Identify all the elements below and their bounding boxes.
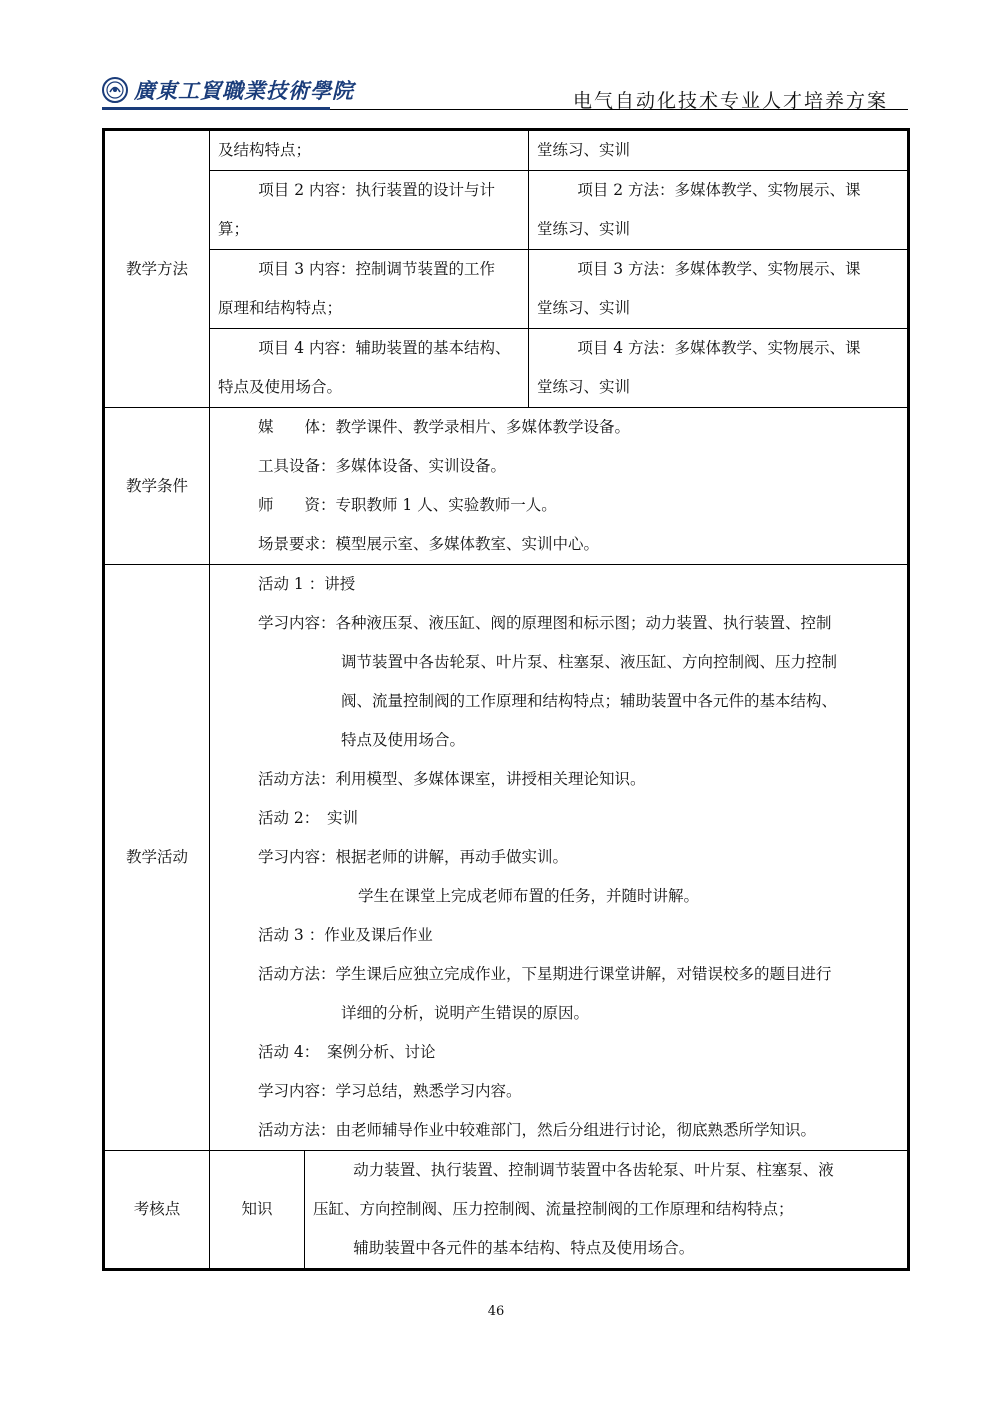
methods-method-line: 项目 3 方法：多媒体教学、实物展示、课 <box>577 260 861 278</box>
methods-content-line: 算； <box>218 220 250 238</box>
methods-content-line: 原理和结构特点； <box>218 299 343 317</box>
methods-method-line: 堂练习、实训 <box>537 220 631 238</box>
document-title: 电气自动化技术专业人才培养方案 <box>572 90 888 112</box>
methods-row-3 <box>104 250 909 329</box>
assessment-line: 动力装置、执行装置、控制调节装置中各齿轮泵、叶片泵、柱塞泵、液 <box>353 1161 834 1179</box>
methods-content-line: 项目 4 内容：辅助装置的基本结构、 <box>258 339 511 357</box>
activity-1-content: 学习内容：各种液压泵、液压缸、阀的原理图和标示图；动力装置、执行装置、控制 <box>258 614 832 632</box>
methods-content-cell <box>210 130 529 171</box>
methods-content-cell <box>210 250 529 329</box>
activity-1-method: 活动方法：利用模型、多媒体课室，讲授相关理论知识。 <box>258 770 646 788</box>
activity-4-content: 学习内容：学习总结，熟悉学习内容。 <box>258 1082 522 1100</box>
activity-3-method-cont: 详细的分析，说明产生错误的原因。 <box>341 1004 590 1022</box>
methods-method-cell <box>529 250 909 329</box>
methods-label: 教学方法 <box>104 130 210 408</box>
activities-row <box>104 565 909 1151</box>
activities-cell <box>210 565 909 1151</box>
methods-method-line: 堂练习、实训 <box>537 141 631 159</box>
methods-row-4 <box>104 329 909 408</box>
methods-method-line: 项目 2 方法：多媒体教学、实物展示、课 <box>577 181 861 199</box>
condition-line: 媒 体：教学课件、教学录相片、多媒体教学设备。 <box>258 418 631 436</box>
condition-line: 工具设备：多媒体设备、实训设备。 <box>258 457 507 475</box>
school-logo <box>102 74 354 106</box>
activity-1-content-cont: 阀、流量控制阀的工作原理和结构特点；辅助装置中各元件的基本结构、 <box>341 692 838 710</box>
conditions-row <box>104 408 909 565</box>
activity-2-content-cont: 学生在课堂上完成老师布置的任务，并随时讲解。 <box>358 887 700 905</box>
activity-2-content: 学习内容：根据老师的讲解，再动手做实训。 <box>258 848 569 866</box>
methods-method-line: 项目 4 方法：多媒体教学、实物展示、课 <box>577 339 861 357</box>
methods-content-line: 特点及使用场合。 <box>218 378 343 396</box>
header-accent-rule <box>102 107 330 110</box>
conditions-cell <box>210 408 909 565</box>
assessment-row <box>104 1151 909 1270</box>
assessment-sub-label: 知识 <box>210 1151 305 1270</box>
methods-method-cell <box>529 171 909 250</box>
methods-content-line: 及结构特点； <box>218 141 312 159</box>
conditions-label: 教学条件 <box>104 408 210 565</box>
condition-line: 场景要求：模型展示室、多媒体教室、实训中心。 <box>258 535 600 553</box>
assessment-cell <box>305 1151 909 1270</box>
header-rule <box>330 109 908 110</box>
page-number: 46 <box>487 1304 505 1319</box>
school-name: 廣東工貿職業技術學院 <box>134 78 354 103</box>
assessment-label: 考核点 <box>104 1151 210 1270</box>
activity-1-content-cont: 特点及使用场合。 <box>341 731 466 749</box>
methods-method-line: 堂练习、实训 <box>537 378 631 396</box>
methods-method-line: 堂练习、实训 <box>537 299 631 317</box>
curriculum-table <box>102 128 910 1271</box>
methods-row-1 <box>104 130 909 171</box>
methods-content-line: 项目 2 内容：执行装置的设计与计 <box>258 181 496 199</box>
activity-3-method: 活动方法：学生课后应独立完成作业，下星期进行课堂讲解，对错误校多的题目进行 <box>258 965 832 983</box>
activity-4-title: 活动 4： 案例分析、讨论 <box>258 1043 436 1061</box>
methods-content-cell <box>210 171 529 250</box>
methods-content-line: 项目 3 内容：控制调节装置的工作 <box>258 260 496 278</box>
activity-1-title: 活动 1 ：讲授 <box>258 575 356 593</box>
activity-4-method: 活动方法：由老师辅导作业中较难部门，然后分组进行讨论，彻底熟悉所学知识。 <box>258 1121 817 1139</box>
page-header <box>102 72 908 110</box>
activity-2-title: 活动 2： 实训 <box>258 809 359 827</box>
methods-row-2 <box>104 171 909 250</box>
methods-method-cell <box>529 329 909 408</box>
methods-content-cell <box>210 329 529 408</box>
activity-3-title: 活动 3 ：作业及课后作业 <box>258 926 433 944</box>
assessment-line: 压缸、方向控制阀、压力控制阀、流量控制阀的工作原理和结构特点； <box>313 1200 794 1218</box>
assessment-line: 辅助装置中各元件的基本结构、特点及使用场合。 <box>353 1239 695 1257</box>
condition-line: 师 资：专职教师 1 人、实验教师一人。 <box>258 496 557 514</box>
methods-method-cell <box>529 130 909 171</box>
school-emblem-icon <box>102 77 128 103</box>
activities-label: 教学活动 <box>104 565 210 1151</box>
activity-1-content-cont: 调节装置中各齿轮泵、叶片泵、柱塞泵、液压缸、方向控制阀、压力控制 <box>341 653 838 671</box>
